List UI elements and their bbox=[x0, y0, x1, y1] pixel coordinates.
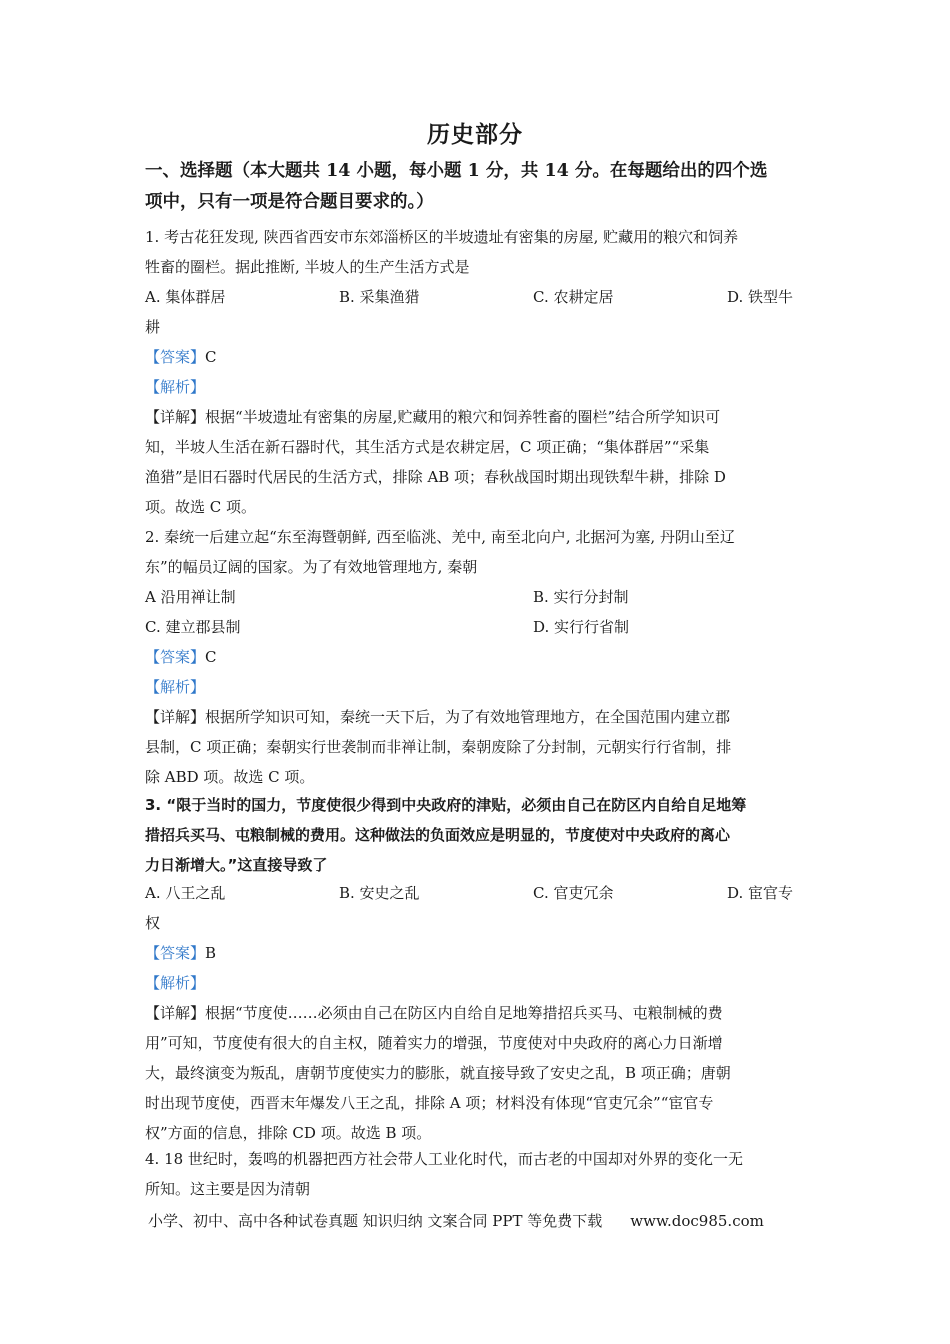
answer-value: B bbox=[205, 944, 217, 962]
section-heading bbox=[145, 156, 810, 218]
option-c: C. 官吏冗余 bbox=[533, 884, 614, 902]
detail-line: 【详解】根据“节度使……必须由自己在防区内自给自足地筹措招兵买马、屯粮制械的费 bbox=[145, 1004, 723, 1022]
question-1 bbox=[145, 222, 810, 522]
answer-label: 【答案】 bbox=[145, 348, 206, 366]
analysis-label: 【解析】 bbox=[145, 974, 206, 992]
answer-value: C bbox=[205, 348, 217, 366]
options-row bbox=[145, 282, 810, 312]
detail-label: 【详解】 bbox=[145, 408, 206, 426]
detail-line: 用”可知，节度使有很大的自主权，随着实力的增强，节度使对中央政府的离心力日渐增 bbox=[145, 1034, 723, 1052]
section-heading-line: 一、选择题（本大题共 14 小题，每小题 1 分，共 14 分。在每题给出的四个选 bbox=[145, 161, 768, 181]
detail-label: 【详解】 bbox=[145, 1004, 206, 1022]
option-b: B. 实行分封制 bbox=[533, 588, 629, 606]
options-row bbox=[145, 612, 810, 642]
detail-label: 【详解】 bbox=[145, 708, 206, 726]
question-4 bbox=[145, 1144, 810, 1204]
detail-line: 【详解】根据所学知识可知，秦统一天下后，为了有效地管理地方，在全国范围内建立郡 bbox=[145, 708, 731, 726]
detail-line: 除 ABD 项。故选 C 项。 bbox=[145, 768, 315, 786]
detail-line: 【详解】根据“半坡遗址有密集的房屋,贮藏用的粮穴和饲养牲畜的圈栏”结合所学知识可 bbox=[145, 408, 721, 426]
option-d: D. 宦官专 bbox=[727, 884, 794, 902]
answer-line bbox=[145, 642, 810, 672]
question-stem: 措招兵买马、屯粮制械的费用。这种做法的负面效应是明显的，节度使对中央政府的离心 bbox=[145, 826, 731, 844]
answer-label: 【答案】 bbox=[145, 944, 206, 962]
footer-text: 小学、初中、高中各种试卷真题 知识归纳 文案合同 PPT 等免费下载 bbox=[148, 1212, 603, 1230]
question-stem: 3. “限于当时的国力，节度使很少得到中央政府的津贴，必须由自己在防区内自给自足地筹 bbox=[145, 796, 747, 814]
question-stem: 牲畜的圈栏。据此推断, 半坡人的生产生活方式是 bbox=[145, 258, 470, 276]
detail-line: 县制，C 项正确；秦朝实行世袭制而非禅让制，秦朝废除了分封制，元朝实行行省制，排 bbox=[145, 738, 732, 756]
options-row bbox=[145, 582, 810, 612]
page-footer bbox=[148, 1210, 764, 1231]
question-stem: 1. 考古花狂发现, 陕西省西安市东郊淄桥区的半坡遗址有密集的房屋, 贮藏用的粮穴和饲养 bbox=[145, 228, 739, 246]
detail-line: 权”方面的信息，排除 CD 项。故选 B 项。 bbox=[145, 1124, 432, 1142]
question-stem: 东”的幅员辽阔的国家。为了有效地管理地方, 秦朝 bbox=[145, 558, 478, 576]
option-d: D. 实行行省制 bbox=[533, 618, 630, 636]
detail-line: 项。故选 C 项。 bbox=[145, 498, 257, 516]
question-stem: 所知。这主要是因为清朝 bbox=[145, 1180, 311, 1198]
question-stem: 力日渐增大。”这直接导致了 bbox=[145, 856, 328, 874]
option-a: A. 集体群居 bbox=[145, 288, 226, 306]
question-3 bbox=[145, 790, 810, 880]
answer-value: C bbox=[205, 648, 217, 666]
question-2 bbox=[145, 522, 810, 792]
page-title: 历史部分 bbox=[427, 121, 523, 148]
option-a: A 沿用禅让制 bbox=[145, 588, 236, 606]
question-stem: 2. 秦统一后建立起“东至海暨朝鲜, 西至临洮、羌中, 南至北向户, 北据河为塞, 丹阴山至辽 bbox=[145, 528, 735, 546]
answer-label: 【答案】 bbox=[145, 648, 206, 666]
detail-line: 知，半坡人生活在新石器时代，其生活方式是农耕定居，C 项正确；“集体群居”“采集 bbox=[145, 438, 710, 456]
question-stem: 4. 18 世纪时，轰鸣的机器把西方社会带人工业化时代，而古老的中国却对外界的变化一无 bbox=[145, 1150, 743, 1168]
detail-line: 渔猎”是旧石器时代居民的生活方式，排除 AB 项；春秋战国时期出现铁犁牛耕，排除 D bbox=[145, 468, 726, 486]
answer-line bbox=[145, 342, 810, 372]
section-heading-line: 项中，只有一项是符合题目要求的。） bbox=[145, 192, 434, 212]
detail-line: 时出现节度使，西晋末年爆发八王之乱，排除 A 项；材料没有体现“官吏冗余”“宦官专 bbox=[145, 1094, 714, 1112]
answer-line bbox=[145, 938, 810, 968]
option-b: B. 采集渔猎 bbox=[339, 288, 420, 306]
analysis-label: 【解析】 bbox=[145, 678, 206, 696]
option-c: C. 农耕定居 bbox=[533, 288, 614, 306]
option-d-wrap: 耕 bbox=[145, 318, 161, 336]
option-d-wrap: 权 bbox=[145, 914, 161, 932]
options-row bbox=[145, 878, 810, 908]
option-c: C. 建立郡县制 bbox=[145, 618, 241, 636]
footer-url: www.doc985.com bbox=[630, 1212, 764, 1230]
option-a: A. 八王之乱 bbox=[145, 884, 226, 902]
analysis-label: 【解析】 bbox=[145, 378, 206, 396]
question-3-body bbox=[145, 878, 810, 1148]
detail-line: 大，最终演变为叛乱，唐朝节度使实力的膨胀，就直接导致了安史之乱，B 项正确；唐朝 bbox=[145, 1064, 731, 1082]
option-b: B. 安史之乱 bbox=[339, 884, 420, 902]
option-d: D. 铁型牛 bbox=[727, 288, 794, 306]
